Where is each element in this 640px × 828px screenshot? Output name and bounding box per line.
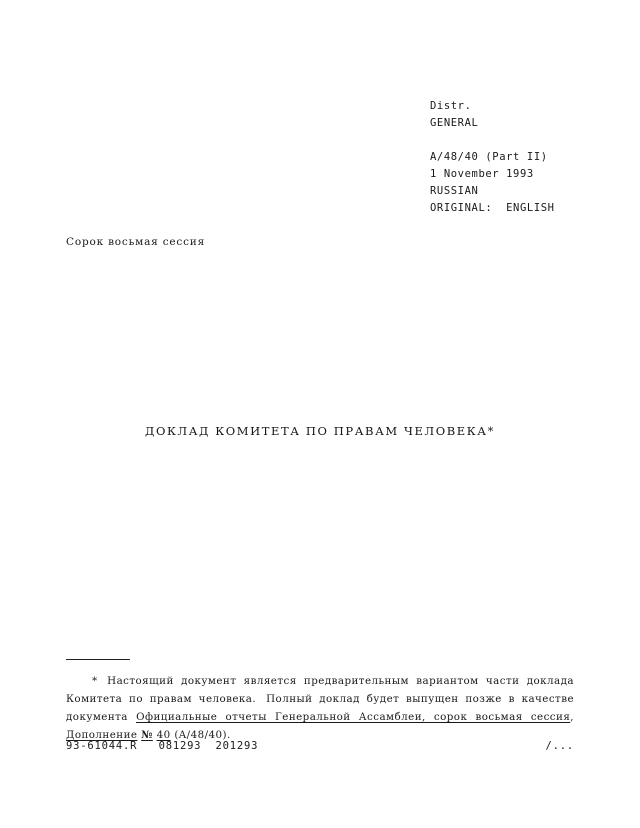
footnote-underlined-reference-1: Официальные отчеты Генеральной Ассамблеи, сорок восьмая сессия [136,711,571,723]
document-symbol: A/48/40 (Part II) [430,151,548,163]
footnote-comma: , [570,711,575,723]
distribution-block [430,98,555,217]
document-language: RUSSIAN [430,185,479,197]
distr-label: Distr. [430,100,472,112]
supplement-number: 40 [156,729,171,741]
page-continuation-mark: /... [545,740,574,752]
footnote-part-1: Настоящий документ является предварительным вариантом части доклада Комитета по правам человека. [66,675,574,705]
distr-level: GENERAL [430,117,479,129]
page-title: ДОКЛАД КОМИТЕТА ПО ПРАВАМ ЧЕЛОВЕКА* [145,424,495,438]
footnote-part-2: Полный доклад будет выпущен позже в качестве документа [66,693,574,723]
supplement-symbol: № [141,729,153,741]
footnote-separator-rule [66,659,130,660]
job-number: 93-61044.R 081293 201293 [66,740,259,752]
footnote-text [66,672,574,744]
session-line: Сорок восьмая сессия [66,236,205,248]
footnote-tail: (A/48/40). [174,729,231,741]
document-date: 1 November 1993 [430,168,534,180]
document-original-language: ORIGINAL: ENGLISH [430,202,555,214]
footnote-underlined-reference-2: Дополнение [66,729,138,741]
footnote-marker: * [92,675,98,687]
